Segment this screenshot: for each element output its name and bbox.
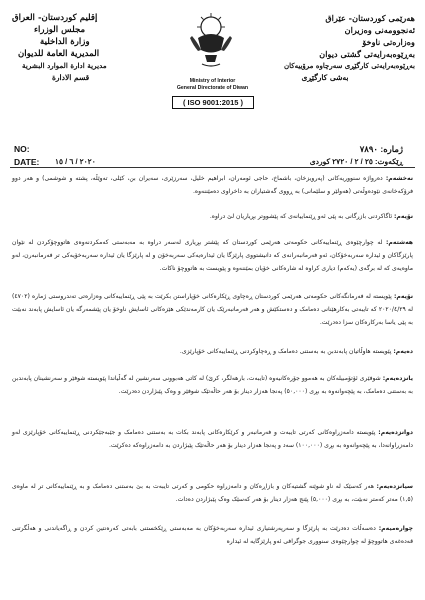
paragraph-label: سیانزدەیەم: — [376, 483, 413, 490]
arabic-section-line: قسم الادارة — [52, 73, 90, 82]
kurdish-number: ژمارە: ٧٨٩٠ — [359, 144, 403, 154]
paragraph-twelfth — [12, 426, 413, 452]
ministry-caption — [160, 78, 265, 92]
arabic-ministry-line: وزارة الداخلية — [40, 37, 90, 47]
paragraph-label: چوارەمیەم: — [378, 525, 413, 532]
paragraph-label: نۆیەم: — [394, 213, 413, 220]
paragraph-ninth-b — [12, 290, 413, 329]
kurdistan-emblem-icon — [188, 10, 234, 70]
paragraph-eighth-a — [12, 172, 413, 198]
paragraph-label: دەیەم: — [393, 348, 413, 355]
kurdish-region-line: هەرێمی کوردستان- عێراق — [325, 13, 415, 23]
paragraph-text: پێویستە دامەزراوەکانی کەرتی تایبەت و فەرمانبەر و کرێکارەکانی پابەند بکات بە بەستنی دەمامک و جێبەجێکردنی ڕێنماییەکانی خۆپارێزی لەو دامەزراوانەدا، بە پێچەوانەوە بە بڕی (١٠٠,٠٠٠) سەد و پەنجا هەزار دینار بۆ هەر حاڵەتێک پێبژاردن بە دامەزراوەکە دەکرێت. — [12, 429, 413, 449]
arabic-letterhead — [12, 12, 162, 84]
paragraph-ninth-a — [12, 210, 413, 223]
ministry-name-en: Ministry of Interior — [189, 78, 236, 84]
arabic-council-line: مجلس الوزراء — [34, 25, 86, 35]
arabic-region-line: إقليم كوردستان- العراق — [12, 13, 98, 23]
arabic-directorate-line: المديرية العامة للديوان — [18, 49, 100, 59]
paragraph-text: دەسەڵات دەدرێت بە پارێزگا و سەرپەرشتیاری ئیدارە سەربەخۆکان بە مەبەستی ڕێکخستنی بابەتی کەرەنتین کردن و ڕاگەیاندنی و هەڵگرتنی قەدەغەی هاتووچۆ لە چوارچێوەی سنووری جوگرافی ئەو پارێزگایە لە ئیدارە — [12, 525, 413, 545]
kurdish-date: ڕێکەوت: ٢٥ / ٢ / ٢٧٢٠ کوردی — [309, 157, 403, 166]
paragraph-text: لە چوارچێوەی ڕێنماییەکانی حکومەتی هەرێمی کوردستان کە پێشتر بڕیاری لەسەر دراوە بە مەبەستی کەمکردنەوەی هاتووچۆکردن لە نێوان پارێزگاکان و ئیدارە سەربەخۆکان، ئەو فەرمانبەرانەی کە دانیشتووی پارێزگا یان ئیدارەیەکی سەربەخۆن و لە پارێزگا یان ئیدارە سەربەخۆیەکی تر فەرمانبەرن، لەو ماوەیەی کە لە برگەی (یەکەم) دیاری کراوە لە شارەکانی خۆیان بمێننەوە و پێویست بە هاتووچۆ ناکات. — [12, 239, 413, 272]
header-divider — [10, 167, 415, 168]
paragraph-eighth-b — [12, 236, 413, 275]
kurdish-directorate-line: بەڕێوەبەرایەتی گشتی دیوان — [319, 49, 415, 59]
paragraph-label: هەشتەم: — [386, 239, 413, 246]
paragraph-label: دوانزدەیەم: — [378, 429, 413, 436]
paragraph-text: ئاگاکردنی بازرگانی بە پێی ئەو ڕێنماییانەی کە پێشووتر بڕیاریان لێ دراوە. — [209, 213, 394, 220]
iso-badge: ( ISO 9001:2015 ) — [172, 96, 254, 109]
kurdish-section-line: بەشی کارگێڕی — [301, 73, 349, 82]
paragraph-text: هەر کەسێک لە ناو شوێنە گشتیەکان و بازاڕەکان و دامەزراوە حکومی و کەرتی تایبەت بە بێ بەستنی دەمامک و بە ڕێنماییەکانی تر لە ماوەی (١,٥) مەتر کەمتر نەبێت، بە بڕی (٥,٠٠٠) پێنج هەزار دینار بۆ هەر کەسێک وەک پێبژاردن دەدات. — [12, 483, 413, 503]
paragraph-text: پێویستە هاوڵاتیان پابەندبن بە بەستنی دەمامک و ڕەچاوکردنی ڕێنماییەکانی خۆپارێزی. — [179, 348, 394, 355]
paragraph-label: نەخشەم: — [385, 175, 413, 182]
paragraph-tenth — [12, 345, 413, 358]
paragraph-eleventh — [12, 372, 413, 398]
no-label: NO: — [14, 144, 30, 154]
kurdish-council-line: ئەنجوومەنی وەزیران — [344, 25, 415, 35]
date-label: DATE: — [14, 157, 40, 167]
paragraph-thirteenth — [12, 480, 413, 506]
paragraph-text: پێویستە لە فەرمانگەکانی حکومەتی هەرێمی کوردستان ڕەچاوی ڕێکارەکانی خۆپاراستن بکرێت بە پێی ڕێنماییەکانی وەزارەتی تەندروستی ژمارە (٤٧٠٢) لە ٢٠٢٠/٤/٢٩ کە تایبەتی بەکارهێنانی دەمامک و دەستکێش و هەر فەرمانبەرێک یان کارمەندێکی هێزەکانی ئاسایش ناوخۆ یان پێشمەرگە یان ئاسایش پابەند نەبێت بە پێی یاسا بەرکارەکان سزا دەدرێت. — [12, 293, 414, 326]
directorate-name-en: General Directorate of Diwan — [176, 85, 249, 91]
kurdish-ministry-line: وەزارەتی ناوخۆ — [362, 37, 415, 47]
paragraph-text: شوفێری ئۆتۆمبیلەکان بە هەموو جۆرەکانیەوە (تایبەت، بارهەلگر، کرێ) لە کاتی هەبوونی سەرنشین لە گەڵیاندا پێویستە شوفێر و سەرنشینان پابەندبن بە بەستنی دەمامک، بە پێچەوانەوە بە بڕی (٥٠,٠٠٠) پەنجا هەزار دینار بۆ هەر حاڵەتێک شوفێر و وەک پێبژاردن دەدرێت. — [12, 375, 413, 395]
paragraph-fourteenth — [12, 522, 413, 548]
kurdish-letterhead — [265, 12, 415, 84]
paragraph-label: نۆیەم: — [394, 293, 413, 300]
paragraph-label: یانزدەیەم: — [382, 375, 413, 382]
paragraph-text: دەرواژە سنووریەکانی (پەرویزخان، باشماخ، حاجی ئومەران، ابراهیم خلیل، سەرزێری، سەیران بن، کێلی، تەوێڵە، پشتە و شوشمی) و هەر دوو فرۆکەخانەی نێودەوڵەتی (هەولێر و سلێمانی) بە ڕووی گەشتیاران بە داخراوی دەمێننەوە. — [12, 175, 413, 195]
kurdish-hr-line: بەڕێوەبەرایەتی کارگێڕی سەرچاوە مرۆییەکان — [284, 61, 415, 70]
arabic-hr-line: مديرية ادارة الموارد البشرية — [22, 61, 107, 70]
date-value: ٢٠٢٠ / ٦ / ١٥ — [55, 157, 96, 166]
